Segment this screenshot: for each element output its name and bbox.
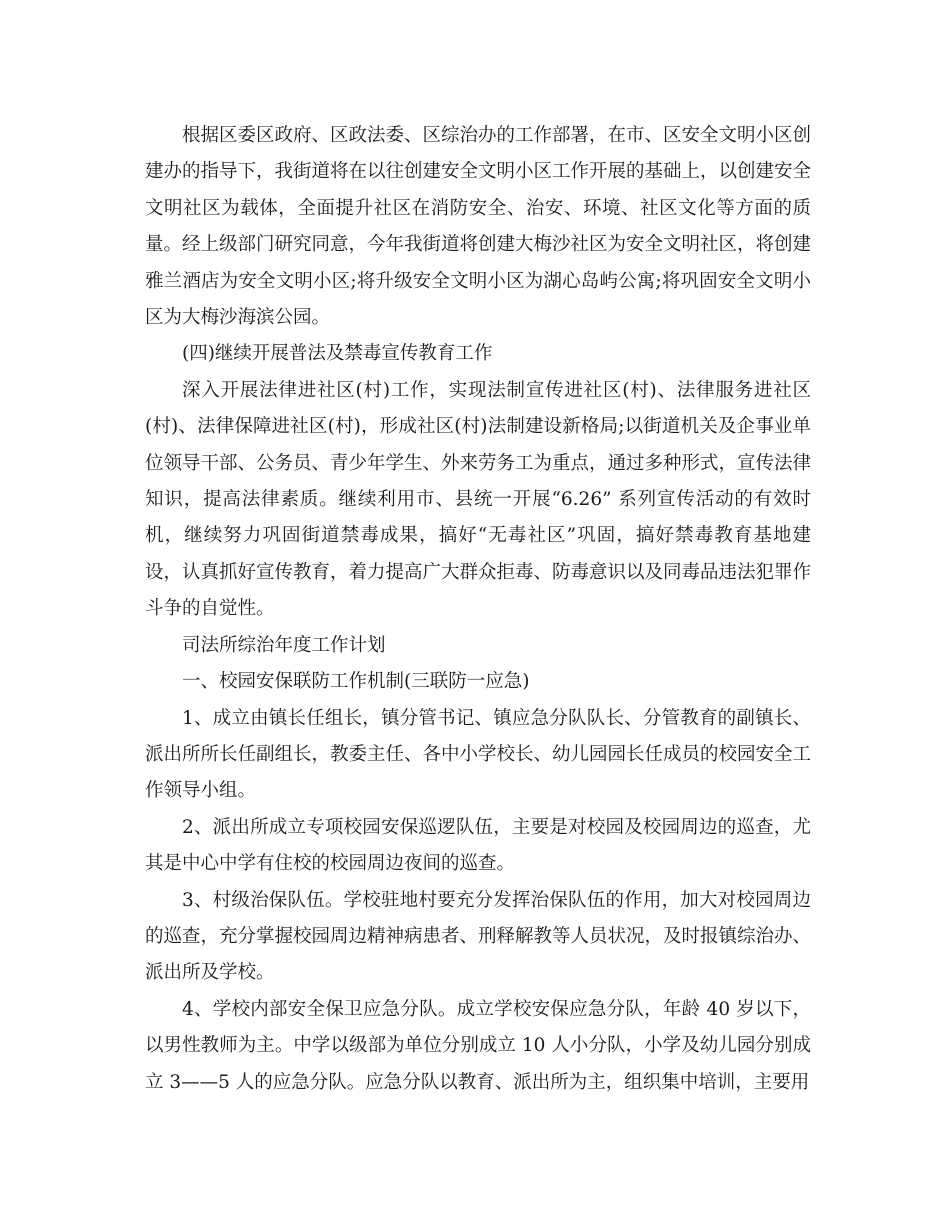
list-item-1: 1、成立由镇长任组长，镇分管书记、镇应急分队队长、分管教育的副镇长、派出所所长任副组长，教委主任、各中小学校长、幼儿园园长任成员的校园安全工作领导小组。 — [145, 707, 812, 802]
section-heading-legal-education: (四)继续开展普法及禁毒宣传教育工作 — [182, 343, 493, 365]
list-item-2: 2、派出所成立专项校园安保巡逻队伍，主要是对校园及校园周边的巡查，尤其是中心中学有住校的校园周边夜间的巡查。 — [145, 816, 811, 875]
document-body — [145, 118, 811, 1101]
section-heading-campus-security: 一、校园安保联防工作机制(三联防一应急) — [182, 671, 530, 693]
paragraph-legal-education: 深入开展法律进社区(村)工作，实现法制宣传进社区(村)、法律服务进社区(村)、法律保障进社区(村)，形成社区(村)法制建设新格局;以街道机关及企事业单位领导干部、公务员、青少年学生、外来劳务工为重点，通过多种形式，宣传法律知识，提高法律素质。继续利用市、县统一开展“6.26” 系列宣传活动的有效时机，继续努力巩固街道禁毒成果，搞好“无毒社区”巩固，搞好禁毒教育基地建设，认真抓好宣传教育，着力提高广大群众拒毒、防毒意识以及同毒品违法犯罪作斗争的自觉性。 — [145, 379, 812, 620]
list-item-3: 3、村级治保队伍。学校驻地村要充分发挥治保队伍的作用，加大对校园周边的巡查，充分掌握校园周边精神病患者、刑释解教等人员状况，及时报镇综治办、派出所及学校。 — [145, 889, 812, 984]
document-heading-annual-plan: 司法所综治年度工作计划 — [182, 634, 386, 656]
paragraph-safety-community: 根据区委区政府、区政法委、区综治办的工作部署，在市、区安全文明小区创建办的指导下，我街道将在以往创建安全文明小区工作开展的基础上，以创建安全文明社区为载体，全面提升社区在消防安全、治安、环境、社区文化等方面的质量。经上级部门研究同意，今年我街道将创建大梅沙社区为安全文明社区，将创建雅兰酒店为安全文明小区;将升级安全文明小区为湖心岛屿公寓;将巩固安全文明小区为大梅沙海滨公园。 — [145, 125, 812, 329]
list-item-4: 4、学校内部安全保卫应急分队。成立学校安保应急分队，年龄 40 岁以下，以男性教师为主。中学以级部为单位分别成立 10 人小分队，小学及幼儿园分别成立 3——5 人的应急分队。应急分队以教育、派出所为主，组织集中培训，主要用 — [145, 998, 811, 1093]
